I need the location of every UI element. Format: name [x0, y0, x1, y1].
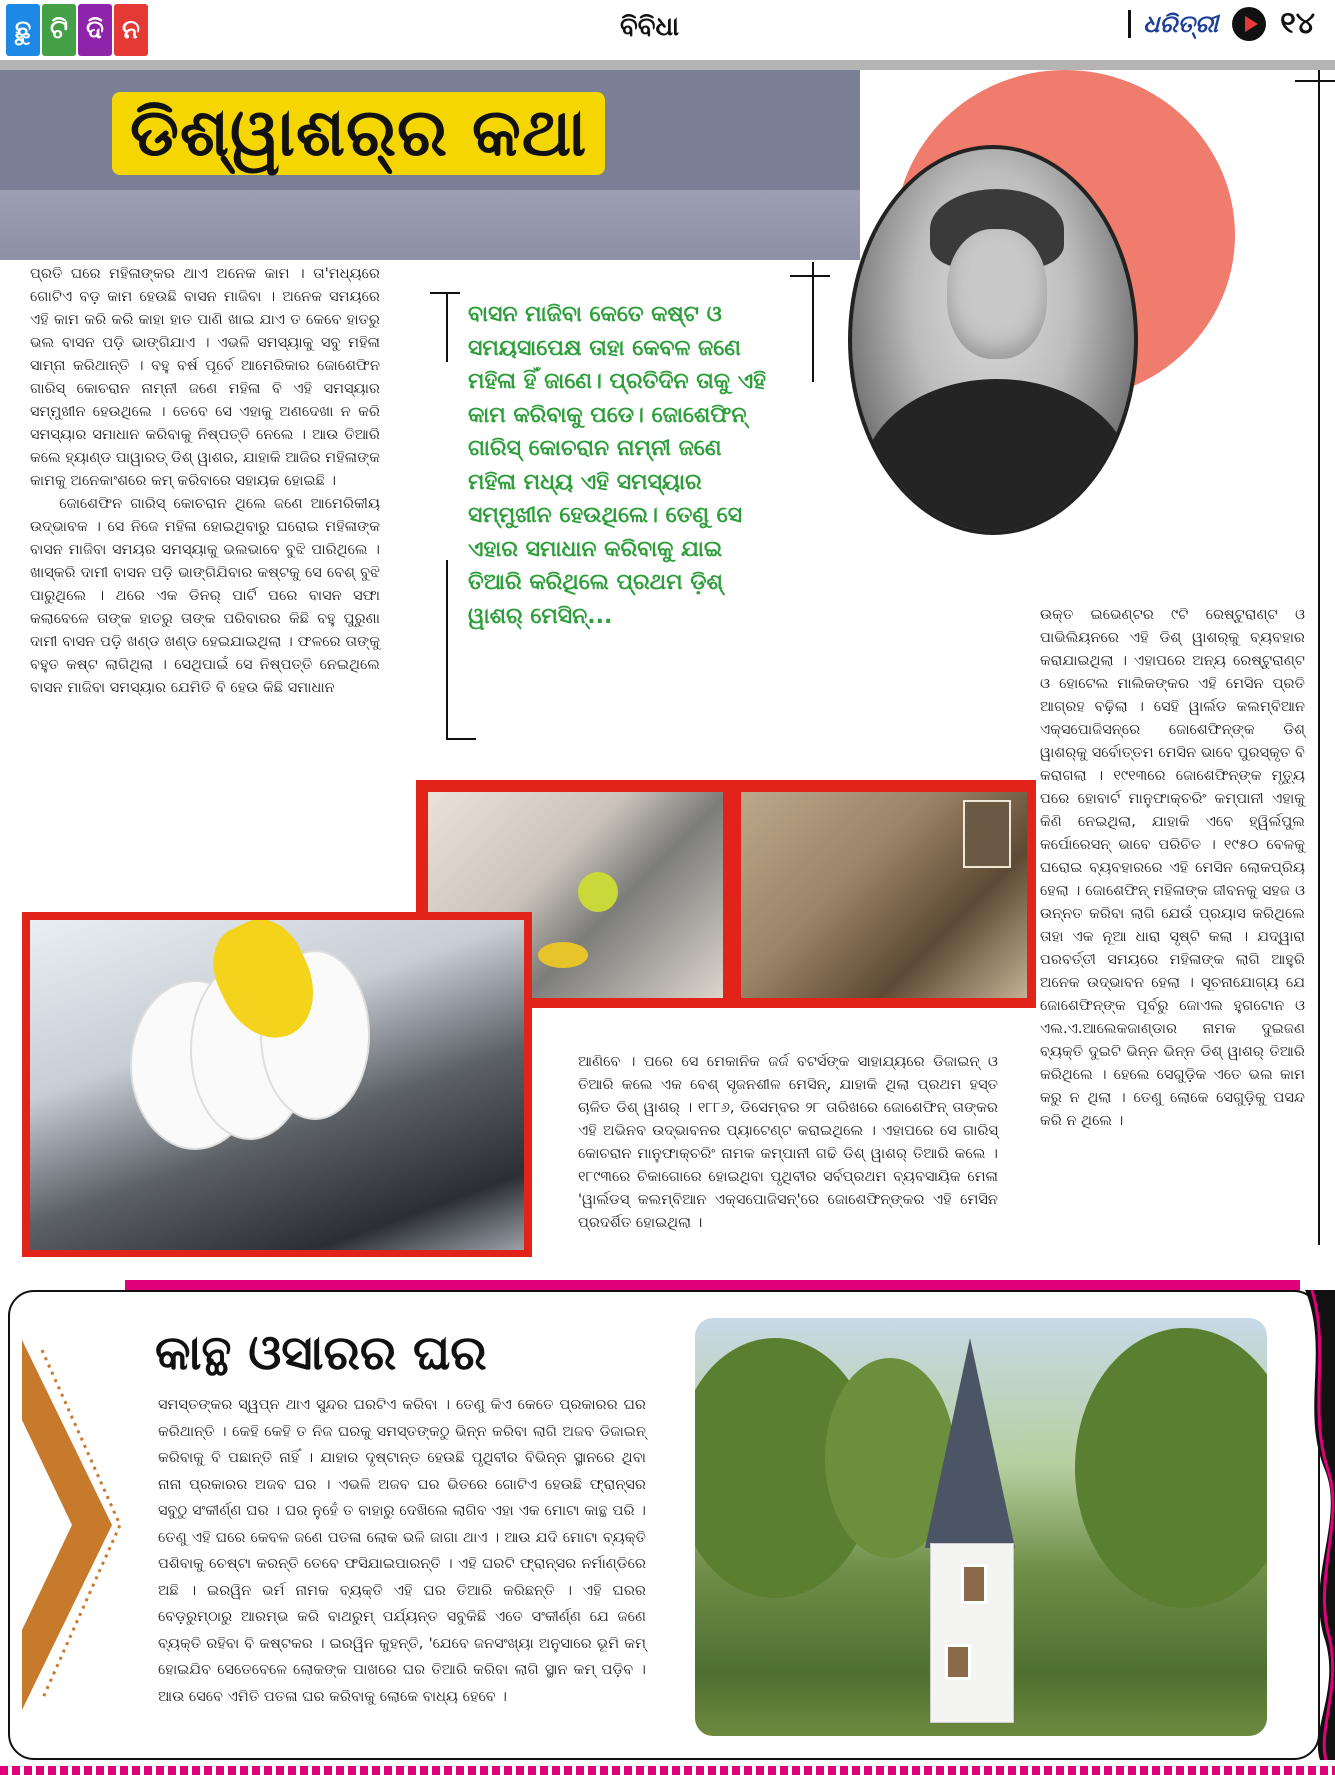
header-divider [0, 60, 1335, 70]
quote-bracket [430, 292, 460, 294]
paragraph: ପ୍ରତି ଘରେ ମହିଳାଙ୍କର ଥାଏ ଅନେକ କାମ । ତା'ମଧ୍ୟରେ ଗୋଟିଏ ବଡ଼ କାମ ହେଉଛି ବାସନ ମାଜିବା । ଅନେକ ସମୟରେ ଏହି କାମ କରି କରି କାହା ହାତ ପାଣି ଖାଇ ଯାଏ ତ କେବେ ହାତରୁ ଭଲ ବାସନ ପଡ଼ି ଭାଙ୍ଗିଯାଏ । ଏଭଳି ସମସ୍ୟାକୁ ସବୁ ମହିଳା ସାମ୍ନା କରିଥାନ୍ତି । ବହୁ ବର୍ଷ ପୂର୍ବେ ଆମେରିକାର ଜୋଶେଫିନ ଗାରିସ୍ କୋଚରାନ ନାମ୍ନୀ ଜଣେ ମହିଳା ବି ଏହି ସମସ୍ୟାର ସମ୍ମୁଖୀନ ହେଉଥିଲେ । ତେବେ ସେ ଏହାକୁ ଅଣଦେଖା ନ କରି ସମସ୍ୟାର ସମାଧାନ କରିବାକୁ ନିଷ୍ପତ୍ତି ନେଲେ । ଆଉ ତିଆରି କଲେ ହ୍ୟାଣ୍ଡ ପାୱାରଡ୍ ଡିଶ୍ ୱାଶର, ଯାହାକି ଆଜିର ମହିଳାଙ୍କ କାମକୁ ଅନେକାଂଶରେ କମ୍ କରିବାରେ ସହାୟକ ହୋଇଛି । [30, 265, 380, 489]
publication-name: ଧରିତ୍ରୀ [1128, 10, 1218, 38]
brand-tile: ଟି [42, 4, 76, 56]
pull-quote: ବାସନ ମାଜିବା କେତେ କଷ୍ଟ ଓ ସମୟସାପେକ୍ଷ ତାହା କେବଳ ଜଣେ ମହିଳା ହିଁ ଜାଣେ। ପ୍ରତିଦିନ ତାକୁ ଏହି କାମ କରିବାକୁ ପଡେ। ଜୋଶେଫିନ୍ ଗାରିସ୍ କୋଚରାନ ନାମ୍ନୀ ଜଣେ ମହିଳା ମଧ୍ୟ ଏହି ସମସ୍ୟାର ସମ୍ମୁଖୀନ ହେଉଥିଲେ। ତେଣୁ ସେ ଏହାର ସମାଧାନ କରିବାକୁ ଯାଇ ତିଆରି କରିଥିଲେ ପ୍ରଥମ ଡ଼ିଶ୍ ୱାଶର୍ ମେସିନ୍... [468, 302, 767, 629]
house-wall [930, 1543, 1014, 1723]
portrait-photo [848, 145, 1138, 535]
paragraph: ଉକ୍ତ ଇଭେଣ୍ଟର ୯ଟି ରେଷ୍ଟୁରାଣ୍ଟ ଓ ପାଭିଲିୟନରେ ଏହି ଡିଶ୍ ୱାଶର୍‌କୁ ବ୍ୟବହାର କରାଯାଇଥିଲା । ଏହାପରେ ଅନ୍ୟ ରେଷ୍ଟୁରାଣ୍ଟ ଓ ହୋଟେଲ ମାଲିକଙ୍କର ଏହି ମେସିନ ପ୍ରତି ଆଗ୍ରହ ବଢ଼ିଲା । ସେହି ୱାର୍ଲଡ କଲମ୍ବିଆନ ଏକ୍ସପୋଜିସନ୍‌ରେ ଜୋଶେଫିନ୍‌ଙ୍କ ଡିଶ୍ ୱାଶର୍‌କୁ ସର୍ବୋତ୍ତମ ମେସିନ ଭାବେ ପୁରସ୍କୃତ ବି କରାଗଲା । ୧୯୧୩ରେ ଜୋଶେଫିନ୍‌ଙ୍କ ମୃତ୍ୟୁ ପରେ ହୋବାର୍ଟ ମାନୁଫାକ୍ଚରିଂ କମ୍ପାନୀ ଏହାକୁ କିଣି ନେଇଥିଲା, ଯାହାକି ଏବେ ହ୍ୱିର୍ଲପୁଲ କର୍ପୋରେସନ୍ ଭାବେ ପରିଚିତ । ୧୯୫୦ ବେଳକୁ ଘରୋଇ ବ୍ୟବହାରରେ ଏହି ମେସିନ ଲୋକପ୍ରିୟ ହେଲା । ଜୋଶେଫିନ୍ ମହିଳାଙ୍କ ଜୀବନକୁ ସହଜ ଓ ଉନ୍ନତ କରିବା ଲାଗି ଯେଉଁ ପ୍ରୟାସ କରିଥିଲେ ତାହା ଏକ ନୂଆ ଧାରା ସୃଷ୍ଟି କଲା । ଯଦ୍ୱାରା ପରବର୍ତ୍ତୀ ସମୟରେ ମହିଳାଙ୍କ ଲାଗି ଆହୁରି ଅନେକ ଉଦ୍ଭାବନ ହେଲା । ସୂଚନାଯୋଗ୍ୟ ଯେ ଜୋଶେଫିନ୍‌ଙ୍କ ପୂର୍ବରୁ ଜୋଏଲ ହୁଗଟୋନ ଓ ଏଲ.ଏ.ଆଲେକଜାଣ୍ଡାର ନାମକ ଦୁଇଜଣ ବ୍ୟକ୍ତି ଦୁଇଟି ଭିନ୍ନ ଭିନ୍ନ ଡିଶ୍ ୱାଶର୍ ତିଆରି କରିଥିଲେ । ହେଲେ ସେଗୁଡ଼ିକ ଏତେ ଭଲ କାମ କରୁ ନ ଥିଲା । ତେଣୁ ଲୋକେ ସେଗୁଡ଼ିକୁ ପସନ୍ଦ କରି ନ ଥିଲେ । [1040, 606, 1305, 1129]
brand-tile: ନ [114, 4, 148, 56]
article-column-middle [578, 1050, 998, 1234]
paragraph: ଜୋଶେଫିନ ଗାରିସ୍ କୋଚରାନ ଥିଲେ ଜଣେ ଆମେରିକୀୟ ଉଦ୍ଭାବକ । ସେ ନିଜେ ମହିଳା ହୋଇଥିବାରୁ ଘରୋଇ ମହିଳାଙ୍କ ବାସନ ମାଜିବା ସମୟର ସମସ୍ୟାକୁ ଭଲଭାବେ ବୁଝି ପାରିଥିଲେ । ଖାସ୍‌କରି ଦାମୀ ବାସନ ପଡ଼ି ଭାଙ୍ଗିଯିବାର କଷ୍ଟକୁ ସେ ବେଶ୍ ବୁଝି ପାରୁଥିଲେ । ଥରେ ଏକ ଡିନର୍ ପାର୍ଟି ପରେ ବାସନ ସଫା କଲାବେଳେ ତାଙ୍କ ହାତରୁ ତାଙ୍କ ପରିବାରର କିଛି ବହୁ ପୁରୁଣା ଦାମୀ ବାସନ ପଡ଼ି ଖଣ୍ଡ ଖଣ୍ଡ ହେଇଯାଇଥିଲା । ଫଳରେ ତାଙ୍କୁ ବହୁତ କଷ୍ଟ ଲାଗିଥିଲା । ସେଥିପାଇଁ ସେ ନିଷ୍ପତ୍ତି ନେଇଥିଲେ ବାସନ ମାଜିବା ସମସ୍ୟାର ଯେମିତି ବି ହେଉ କିଛି ସମାଧାନ [30, 495, 380, 696]
paragraph: ସମସ୍ତଙ୍କର ସ୍ୱପ୍ନ ଥାଏ ସୁନ୍ଦର ଘରଟିଏ କରିବା । ତେଣୁ କିଏ କେତେ ପ୍ରକାରର ଘର କରିଥାନ୍ତି । କେହି କେହି ତ ନିଜ ଘରକୁ ସମସ୍ତଙ୍କଠୁ ଭିନ୍ନ କରିବା ଲାଗି ଅଜବ ଡିଜାଇନ୍ କରିବାକୁ ବି ପଛାନ୍ତି ନାହିଁ । ଯାହାର ଦୃଷ୍ଟାନ୍ତ ହେଉଛି ପୃଥିବୀର ବିଭିନ୍ନ ସ୍ଥାନରେ ଥିବା ନାନା ପ୍ରକାରର ଅଜବ ଘର । ଏଭଳି ଅଜବ ଘର ଭିତରେ ଗୋଟିଏ ହେଉଛି ଫ୍ରାନ୍ସର ସବୁଠୁ ସଂକୀର୍ଣ୍ଣ ଘର । ଘର ନୁହେଁ ତ ବାହାରୁ ଦେଖିଲେ ଲାଗିବ ଏହା ଏକ ମୋଟା କାନ୍ଥ ପରି । ତେଣୁ ଏହି ଘରେ କେବଳ ଜଣେ ପତଳା ଲୋକ ଭଳି ଜାଗା ଥାଏ । ଆଉ ଯଦି ମୋଟା ବ୍ୟକ୍ତି ପଶିବାକୁ ଚେଷ୍ଟା କରନ୍ତି ତେବେ ଫସିଯାଇପାରନ୍ତି । ଏହି ଘରଟି ଫ୍ରାନ୍ସର ନର୍ମାଣ୍ଡିରେ ଅଛି । ଇରୱିନ ଭର୍ମ ନାମକ ବ୍ୟକ୍ତି ଏହି ଘର ତିଆରି କରିଛନ୍ତି । ଏହି ଘରର ବେଡ଼ରୁମ୍‌ଠାରୁ ଆରମ୍ଭ କରି ବାଥରୁମ୍ ପର୍ଯ୍ୟନ୍ତ ସବୁକିଛି ଏତେ ସଂକୀର୍ଣ୍ଣ ଯେ ଜଣେ ବ୍ୟକ୍ତି ରହିବା ବି କଷ୍ଟକର । ଇରୱିନ କୁହନ୍ତି, 'ଯେବେ ଜନସଂଖ୍ୟା ଅନୁସାରେ ଭୂମି କମ୍ ହୋଇଯିବ ସେତେବେଳେ ଲୋକଙ୍କ ପାଖରେ ଘର ତିଆରି କରିବା ଲାଗି ସ୍ଥାନ କମ୍ ପଡ଼ିବ । ଆଉ ସେବେ ଏମିତି ପତଳା ଘର କରିବାକୁ ଲୋକେ ବାଧ୍ୟ ହେବେ । [158, 1396, 646, 1705]
article-column-left [30, 262, 380, 699]
quote-bracket [790, 275, 830, 277]
feature-body [158, 1392, 646, 1710]
article-title: ଡିଶ୍‌ୱାଶର୍‌ର କଥା [112, 92, 605, 175]
inset-portrait [963, 800, 1011, 868]
brand-tile: ଦି [78, 4, 112, 56]
publication-block [1128, 6, 1315, 41]
section-label: ବିବିଧା [620, 12, 679, 42]
divider-line [1295, 80, 1335, 82]
quote-bracket [446, 560, 448, 740]
feature-title: କାନ୍ଥ ଓସାରର ଘର [155, 1325, 487, 1381]
paragraph: ଆଣିବେ । ପରେ ସେ ମେକାନିକ ଜର୍ଜ ବଟର୍ସଙ୍କ ସାହାଯ୍ୟରେ ଡିଜାଇନ୍ ଓ ତିଆରି କଲେ ଏକ ବେଶ୍ ସୃଜନଶୀଳ ମେସିନ୍, ଯାହାକି ଥିଲା ପ୍ରଥମ ହସ୍ତ ଚାଳିତ ଡିଶ୍ ୱାଶର୍ । ୧୮୮୬, ଡିସେମ୍ବର ୨୮ ତାରିଖରେ ଜୋଶେଫିନ୍ ତାଙ୍କର ଏହି ଅଭିନବ ଉଦ୍ଭାବନର ପ୍ୟାଟେଣ୍ଟ କରାଇଥିଲେ । ଏହାପରେ ସେ ଗାରିସ୍ କୋଚରାନ ମାନୁଫାକ୍ଚରିଂ ନାମକ କମ୍ପାନୀ ଗଢି ଡିଶ୍ ୱାଶର୍ ତିଆରି କଲେ । ୧୮୯୩ରେ ଚିକାଗୋରେ ହୋଇଥିବା ପୃଥିବୀର ସର୍ବପ୍ରଥମ ବ୍ୟବସାୟିକ ମେଳା 'ୱାର୍ଲଡସ୍ କଲମ୍ବିଆନ ଏକ୍ସପୋଜିସନ୍'ରେ ଜୋଶେଫିନ୍‌ଙ୍କର ଏହି ମେସିନ ପ୍ରଦର୍ଶିତ ହୋଇଥିଲା । [578, 1053, 998, 1231]
footer-rule [0, 1766, 1335, 1775]
article-column-right [1040, 603, 1305, 1132]
dish-rack-photo [30, 920, 524, 1250]
quote-bracket [446, 292, 448, 362]
play-icon [1232, 7, 1266, 41]
page-number: ୧୪ [1280, 6, 1315, 41]
divider-line [1318, 70, 1320, 1245]
vintage-dishwasher-photo [741, 792, 1027, 998]
house-roof [925, 1338, 1015, 1548]
brand-logo [6, 4, 148, 56]
masthead [0, 0, 1335, 60]
quote-bracket [812, 262, 814, 382]
brand-tile: ଛୁ [6, 4, 40, 56]
wave-decoration [1300, 1290, 1335, 1760]
quote-bracket [446, 738, 476, 740]
chevron-decoration [12, 1330, 122, 1720]
title-band-shade [0, 190, 860, 260]
narrow-house-photo [695, 1318, 1267, 1736]
